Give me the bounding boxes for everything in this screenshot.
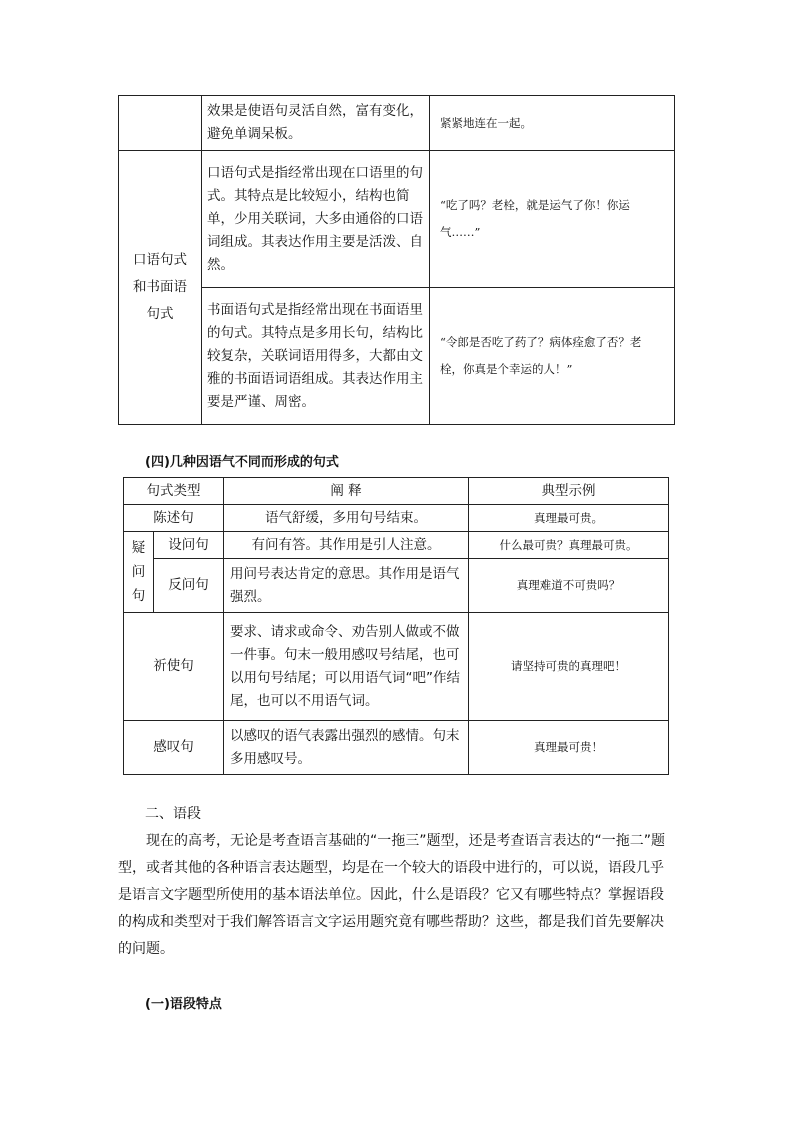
table-cell-example: 真理最可贵。 bbox=[469, 505, 669, 532]
table-cell-type: 祈使句 bbox=[124, 613, 224, 721]
table-cell-desc: 要求、请求或命令、劝告别人做或不做一件事。句末一般用感叹号结尾，也可以用句号结尾；可以用语气词“吧”作结尾，也可以不用语气词。 bbox=[224, 613, 469, 721]
subsection-title: (一)语段特点 bbox=[145, 997, 222, 1012]
table-cell-example: 真理难道不可贵吗？ bbox=[469, 559, 669, 613]
table-cell-empty bbox=[119, 96, 202, 151]
table-cell-example: “吃了吗？老栓，就是运气了你！你运气……” bbox=[430, 151, 675, 288]
table-cell-desc: 效果是使语句灵活自然，富有变化，避免单调呆板。 bbox=[202, 96, 430, 151]
table-cell-example: 紧紧地连在一起。 bbox=[430, 96, 675, 151]
table-cell-desc: 有问有答。其作用是引人注意。 bbox=[224, 532, 469, 559]
table-cell-desc: 口语句式是指经常出现在口语里的句式。其特点是比较短小，结构也简单，少用关联词，大多由通俗的口语词组成。其表达作用主要是活泼、自然。 bbox=[202, 151, 430, 288]
table-cell-type: 反问句 bbox=[154, 559, 224, 613]
table-cell-type: 陈述句 bbox=[124, 505, 224, 532]
table-cell-example: 真理最可贵！ bbox=[469, 721, 669, 775]
sentence-style-table bbox=[118, 95, 675, 425]
table-cell-example: “令郎是否吃了药了？病体痊愈了否？老栓，你真是个幸运的人！” bbox=[430, 288, 675, 425]
table-header: 典型示例 bbox=[469, 478, 669, 505]
table-cell-example: 什么最可贵？真理最可贵。 bbox=[469, 532, 669, 559]
table-cell-group-label: 口语句式和书面语句式 bbox=[119, 151, 202, 425]
body-paragraph: 现在的高考，无论是考查语言基础的“一拖三”题型，还是考查语言表达的“一拖二”题型，或者其他的各种语言表达题型，均是在一个较大的语段中进行的，可以说，语段几乎是语言文字题型所使用的基本语法单位。因此，什么是语段？它又有哪些特点？掌握语段的构成和类型对于我们解答语言文字运用题究竟有哪些帮助？这些，都是我们首先要解决的问题。 bbox=[118, 833, 666, 957]
table-cell-example: 请坚持可贵的真理吧！ bbox=[469, 613, 669, 721]
table-cell-desc: 用问号表达肯定的意思。其作用是语气强烈。 bbox=[224, 559, 469, 613]
table-cell-type: 感叹句 bbox=[124, 721, 224, 775]
mood-sentence-table bbox=[123, 477, 669, 775]
table-cell-desc: 以感叹的语气表露出强烈的感情。句末多用感叹号。 bbox=[224, 721, 469, 775]
table-cell-desc: 语气舒缓，多用句号结束。 bbox=[224, 505, 469, 532]
section-heading: (四)几种因语气不同而形成的句式 bbox=[145, 455, 339, 470]
table-cell-group: 疑问句 bbox=[124, 532, 154, 613]
section-title: 二、语段 bbox=[145, 806, 201, 822]
table-cell-type: 设问句 bbox=[154, 532, 224, 559]
table-header: 阐 释 bbox=[224, 478, 469, 505]
table-header: 句式类型 bbox=[124, 478, 224, 505]
table-cell-desc: 书面语句式是指经常出现在书面语里的句式。其特点是多用长句，结构比较复杂，关联词语用得多，大都由文雅的书面语词语组成。其表达作用主要是严谨、周密。 bbox=[202, 288, 430, 425]
